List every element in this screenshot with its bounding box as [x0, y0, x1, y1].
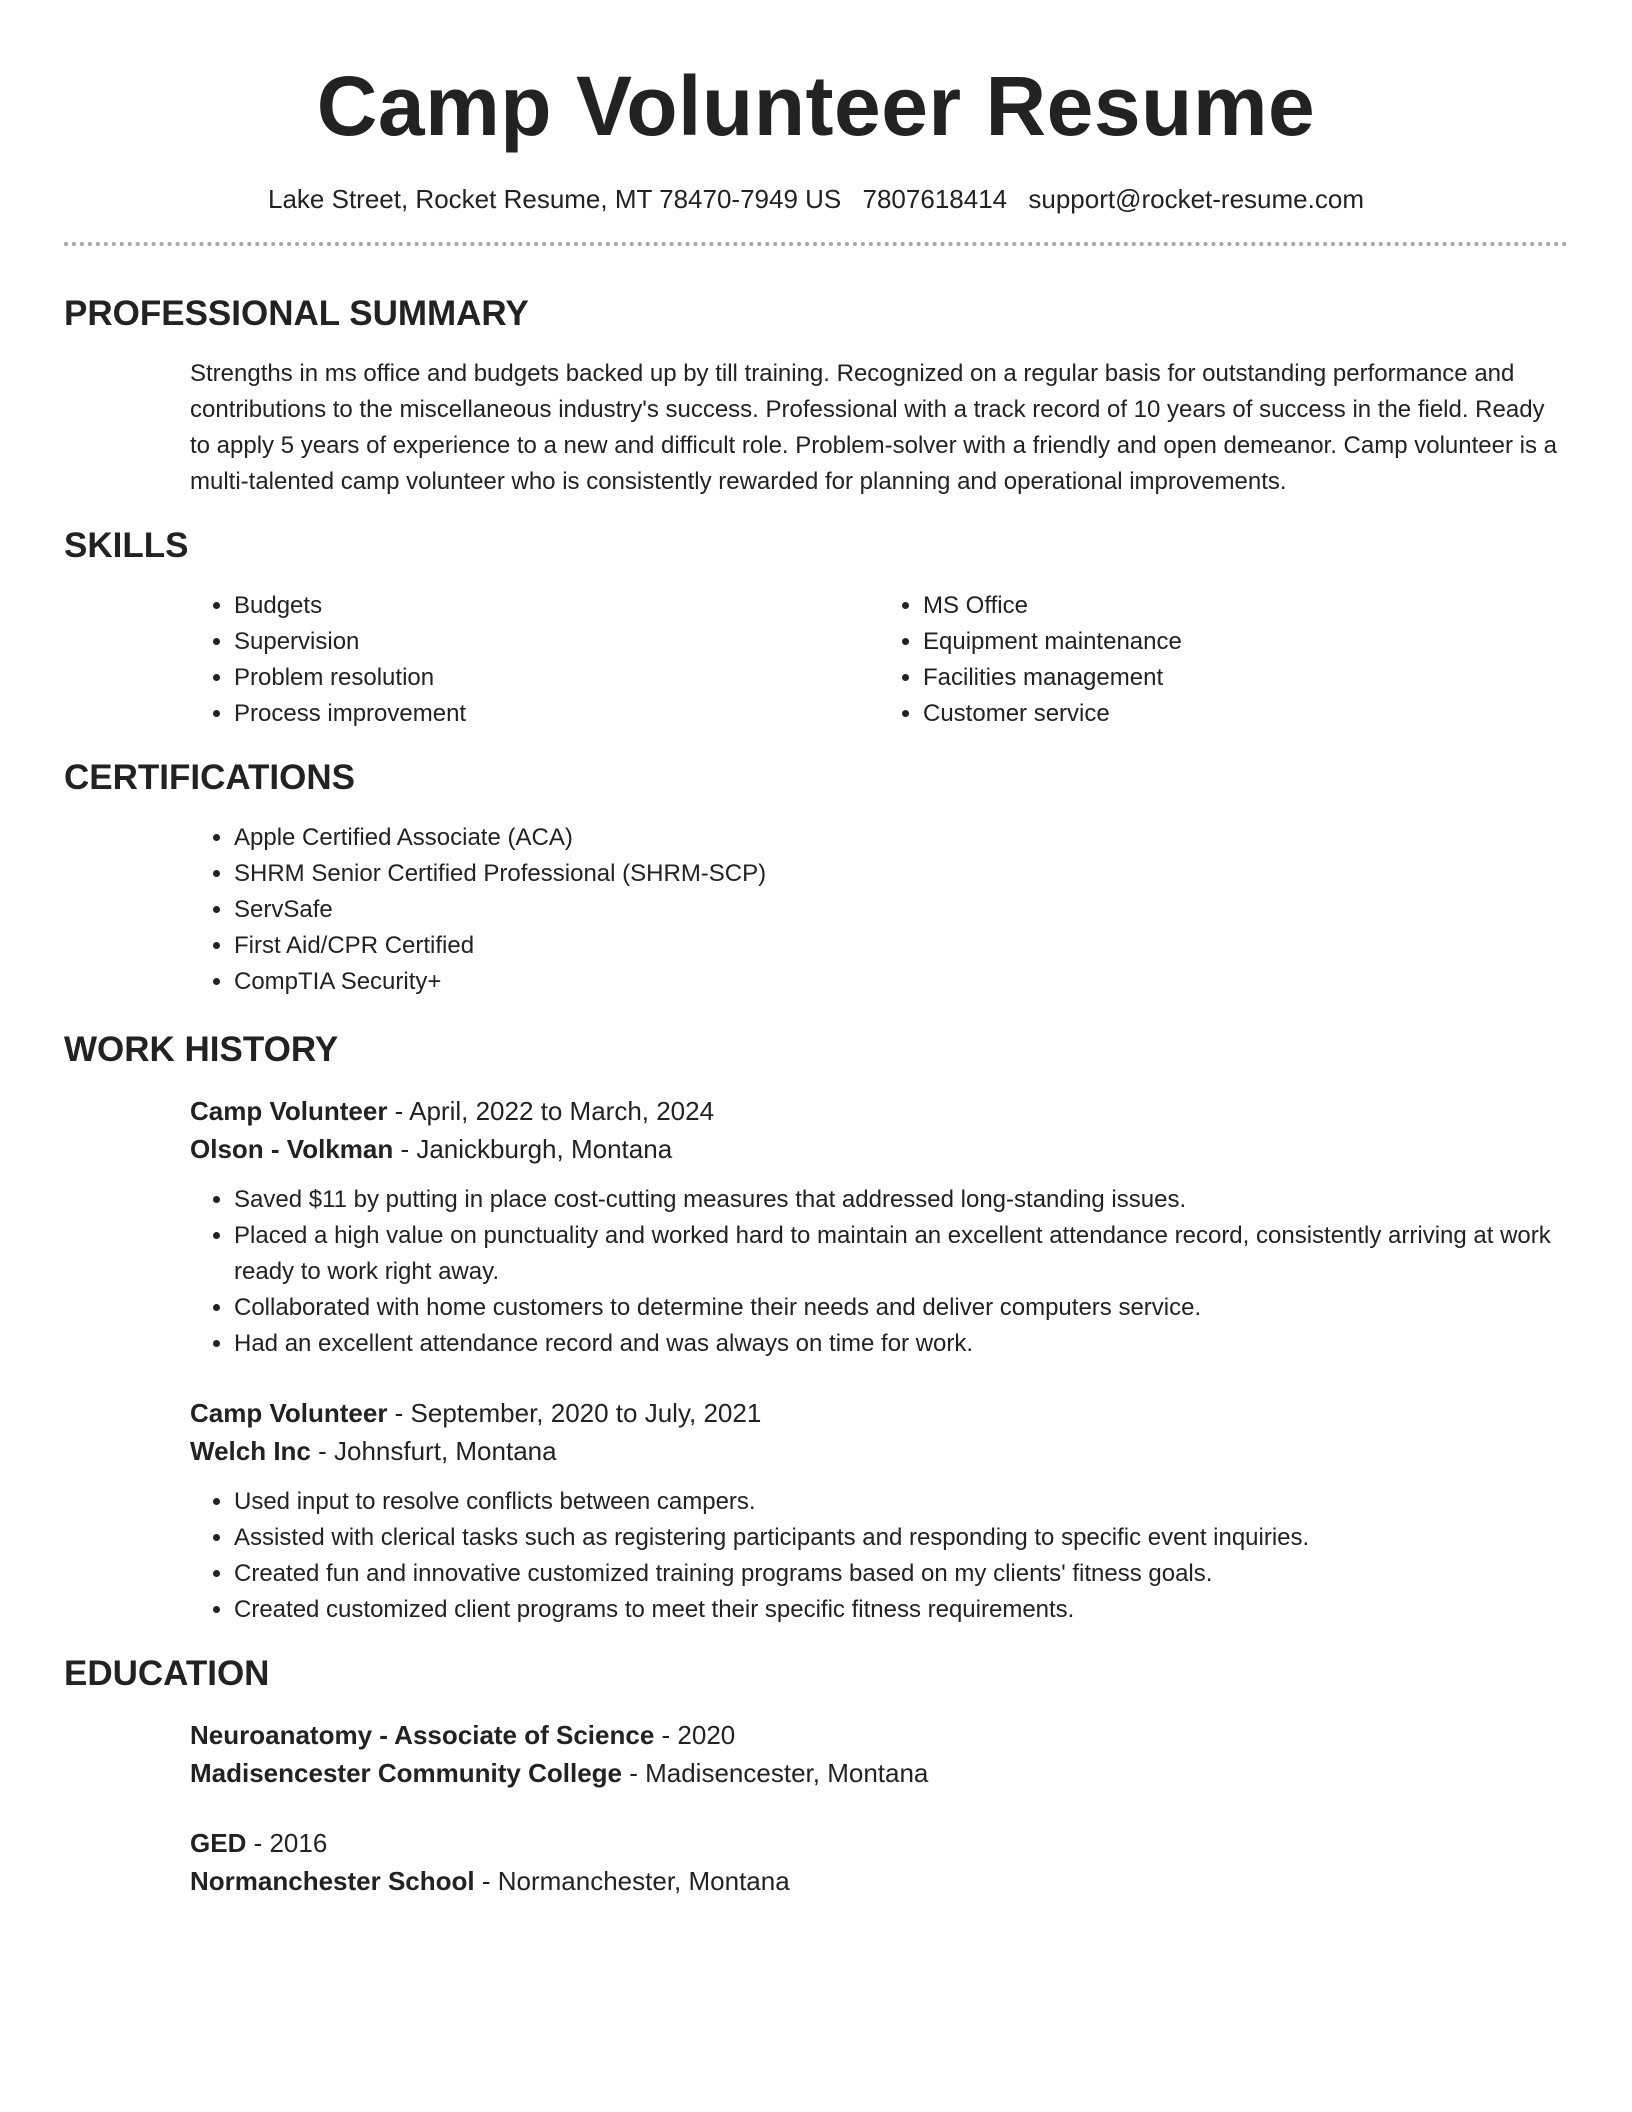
job-company: Welch Inc [190, 1436, 311, 1466]
job-role: Camp Volunteer [190, 1096, 388, 1126]
job-company-line [190, 1130, 1568, 1168]
address: Lake Street, Rocket Resume, MT 78470-7949 US [268, 184, 842, 214]
certifications-list [190, 820, 1568, 1000]
job-bullets [190, 1484, 1568, 1628]
job-dates: - April, 2022 to March, 2024 [387, 1096, 715, 1126]
skills-list-left [190, 588, 879, 732]
job-company-line [190, 1432, 1568, 1470]
summary-text: Strengths in ms office and budgets backed up by till training. Recognized on a regular basis for outstanding performance and contributions to the miscellaneous industry's success. Professional with a track record of 10 years of success in the field. Ready to apply 5 years of experience to a new and difficult role. Problem-solver with a friendly and open demeanor. Camp volunteer is a multi-talented camp volunteer who is consistently rewarded for planning and operational improvements. [190, 360, 1557, 495]
certification-item: • CompTIA Security+ [234, 964, 1568, 1000]
certification-item: • SHRM Senior Certified Professional (SHRM-SCP) [234, 856, 1568, 892]
job-entry [190, 1394, 1568, 1628]
skill-item: • Facilities management [923, 660, 1568, 696]
job-bullet: • Had an excellent attendance record and was always on time for work. [234, 1326, 1568, 1362]
education-degree-line [190, 1824, 1568, 1862]
certification-item: • Apple Certified Associate (ACA) [234, 820, 1568, 856]
skill-item: • Budgets [234, 588, 879, 624]
job-company: Olson - Volkman [190, 1134, 394, 1164]
education-heading: EDUCATION [64, 1654, 270, 1693]
education-entry [190, 1716, 1568, 1792]
job-role: Camp Volunteer [190, 1398, 388, 1428]
job-location: - Johnsfurt, Montana [310, 1436, 557, 1466]
job-bullets [190, 1182, 1568, 1362]
education-body [190, 1716, 1568, 1900]
job-dates: - September, 2020 to July, 2021 [387, 1398, 762, 1428]
job-bullet: • Assisted with clerical tasks such as registering participants and responding to specific event inquiries. [234, 1520, 1568, 1556]
work-history-heading: WORK HISTORY [64, 1030, 339, 1069]
education-school-line [190, 1862, 1568, 1900]
header-divider [64, 242, 1568, 246]
education-location: - Normanchester, Montana [474, 1866, 790, 1896]
skills-heading: SKILLS [64, 526, 189, 565]
education-school-line [190, 1754, 1568, 1792]
skill-item: • Supervision [234, 624, 879, 660]
summary-heading: PROFESSIONAL SUMMARY [64, 294, 529, 333]
job-entry [190, 1092, 1568, 1362]
skill-item: • Process improvement [234, 696, 879, 732]
skills-list-right [879, 588, 1568, 732]
education-degree-line [190, 1716, 1568, 1754]
resume-title: Camp Volunteer Resume [316, 59, 1316, 153]
skill-item: • Problem resolution [234, 660, 879, 696]
skill-item: • MS Office [923, 588, 1568, 624]
education-entry [190, 1824, 1568, 1900]
education-year: - 2020 [654, 1720, 736, 1750]
certifications-body [190, 820, 1568, 1000]
certifications-heading: CERTIFICATIONS [64, 758, 356, 797]
phone: 7807618414 [862, 184, 1008, 214]
job-location: - Janickburgh, Montana [393, 1134, 673, 1164]
job-bullet: • Placed a high value on punctuality and worked hard to maintain an excellent attendance record, consistently arriving at work ready to work right away. [234, 1218, 1568, 1290]
job-bullet: • Created customized client programs to meet their specific fitness requirements. [234, 1592, 1568, 1628]
education-school: Normanchester School [190, 1866, 475, 1896]
certification-item: • ServSafe [234, 892, 1568, 928]
skills-grid [190, 588, 1568, 732]
work-history-body [190, 1092, 1568, 1628]
job-bullet: • Created fun and innovative customized training programs based on my clients' fitness goals. [234, 1556, 1568, 1592]
job-title-line [190, 1394, 1568, 1432]
job-title-line [190, 1092, 1568, 1130]
education-location: - Madisencester, Montana [622, 1758, 929, 1788]
education-degree: GED [190, 1828, 247, 1858]
certification-item: • First Aid/CPR Certified [234, 928, 1568, 964]
contact-line [64, 182, 1568, 216]
skill-item: • Equipment maintenance [923, 624, 1568, 660]
email: support@rocket-resume.com [1028, 184, 1364, 214]
education-degree: Neuroanatomy - Associate of Science [190, 1720, 655, 1750]
job-bullet: • Saved $11 by putting in place cost-cutting measures that addressed long-standing issues. [234, 1182, 1568, 1218]
job-bullet: • Used input to resolve conflicts between campers. [234, 1484, 1568, 1520]
education-school: Madisencester Community College [190, 1758, 622, 1788]
skill-item: • Customer service [923, 696, 1568, 732]
job-bullet: • Collaborated with home customers to determine their needs and deliver computers service. [234, 1290, 1568, 1326]
education-year: - 2016 [246, 1828, 328, 1858]
